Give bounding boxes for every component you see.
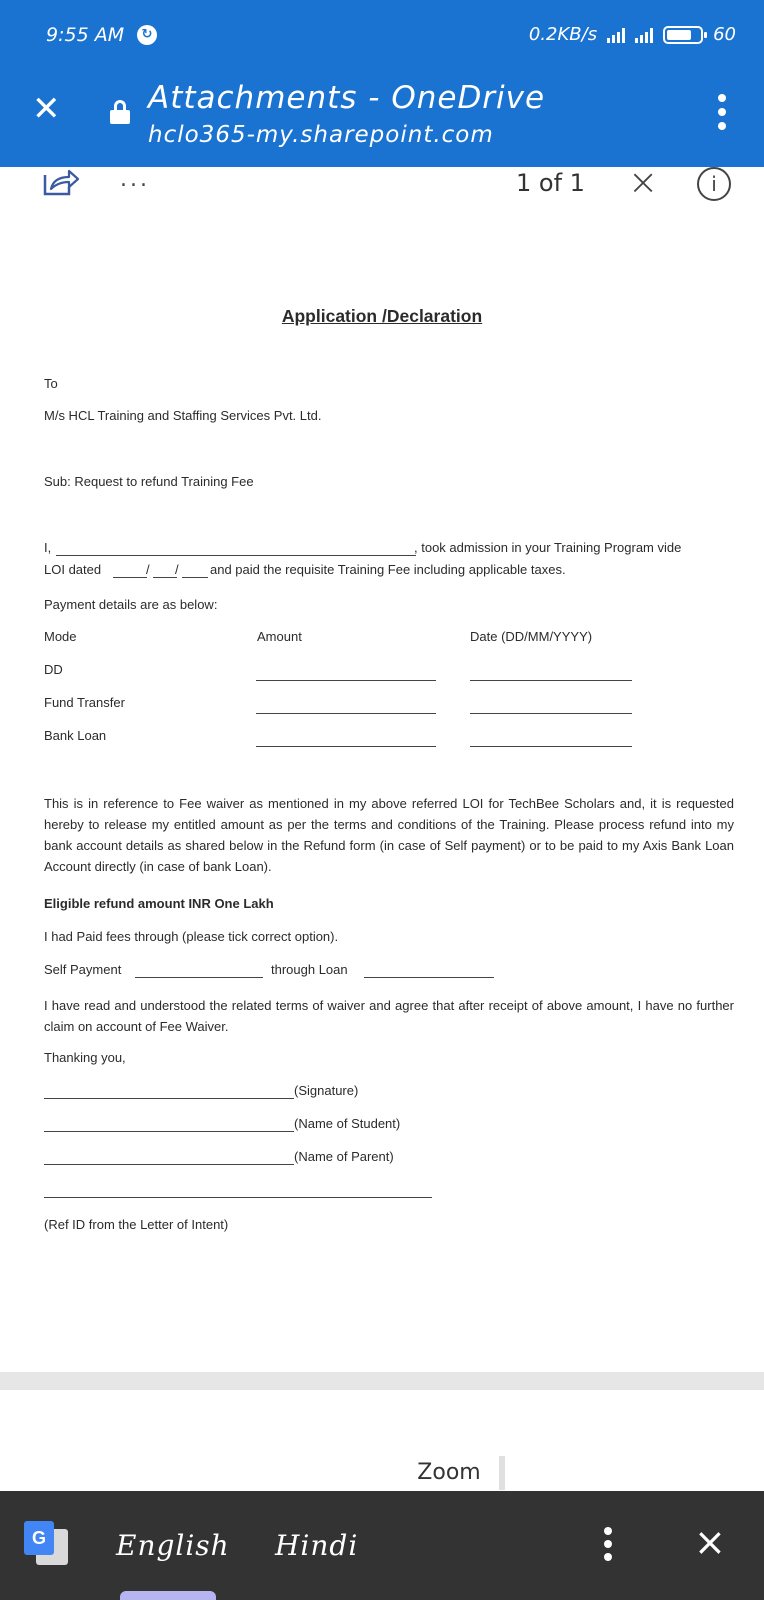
browser-header bbox=[0, 0, 764, 167]
signature-label: (Signature) bbox=[294, 1083, 359, 1098]
loan-date-blank bbox=[470, 746, 632, 747]
document-title: Application /Declaration bbox=[281, 306, 483, 326]
status-time: 9:55 AM bbox=[46, 24, 125, 46]
overflow-menu-icon[interactable] bbox=[718, 94, 728, 130]
through-loan-label: through Loan bbox=[271, 962, 348, 977]
payment-row-dd: DD bbox=[44, 662, 63, 677]
share-icon[interactable] bbox=[42, 167, 80, 197]
signal-icon-2 bbox=[635, 27, 653, 43]
payment-row-bank-loan: Bank Loan bbox=[44, 728, 107, 743]
intro-rest: , took admission in your Training Program vide bbox=[414, 540, 682, 555]
parent-name-label: (Name of Parent) bbox=[294, 1149, 394, 1164]
battery-icon bbox=[663, 26, 703, 44]
fund-date-blank bbox=[470, 713, 632, 714]
lock-icon bbox=[110, 100, 130, 124]
page-url[interactable]: hclo365-my.sharepoint.com bbox=[148, 122, 494, 148]
dd-amount-blank bbox=[256, 680, 436, 681]
translate-bar bbox=[0, 1491, 764, 1600]
info-icon[interactable]: i bbox=[697, 167, 731, 201]
signature-blank bbox=[44, 1098, 294, 1099]
signal-icon bbox=[607, 27, 625, 43]
reference-paragraph: This is in reference to Fee waiver as mentioned in my above referred LOI for TechBee Scholars and, it is requested hereby to release my entitled amount as per the terms and conditions of the Training. Please process refund into my bank account details as shared below in the Refund form (in case of Self payment) or to be paid to my Axis Bank Loan Account directly (in case of bank Loan). bbox=[44, 796, 734, 874]
header-date: Date (DD/MM/YYYY) bbox=[470, 629, 593, 644]
page-separator bbox=[0, 1372, 764, 1390]
header-mode: Mode bbox=[44, 629, 77, 644]
parent-name-blank bbox=[44, 1164, 294, 1165]
translate-close-icon[interactable]: × bbox=[694, 1520, 726, 1564]
payment-row-fund-transfer: Fund Transfer bbox=[44, 695, 125, 710]
subject-line: Sub: Request to refund Training Fee bbox=[44, 474, 254, 489]
payment-intro: Payment details are as below: bbox=[44, 597, 218, 612]
company-name: M/s HCL Training and Staffing Services Pvt. Ltd. bbox=[44, 408, 322, 423]
zoom-label[interactable]: Zoom bbox=[417, 1460, 481, 1485]
gesture-handle bbox=[120, 1591, 216, 1600]
to-label: To bbox=[44, 376, 58, 391]
thanking-you: Thanking you, bbox=[44, 1050, 126, 1065]
paid-through-label: I had Paid fees through (please tick correct option). bbox=[44, 929, 339, 944]
loi-rest: and paid the requisite Training Fee including applicable taxes. bbox=[210, 562, 566, 577]
close-icon[interactable]: ✕ bbox=[32, 89, 61, 129]
viewer-toolbar bbox=[0, 162, 764, 209]
loi-slash-1: / bbox=[146, 562, 150, 577]
agreement-paragraph: I have read and understood the related terms of waiver and agree that after receipt of above amount, I have no further claim on account of Fee Waiver. bbox=[44, 998, 734, 1034]
battery-level: 60 bbox=[713, 24, 736, 45]
intro-i: I, bbox=[44, 540, 52, 555]
zoom-divider bbox=[499, 1456, 505, 1490]
status-bar bbox=[0, 0, 764, 70]
google-translate-icon[interactable] bbox=[24, 1521, 70, 1567]
page-title: Attachments - OneDrive bbox=[148, 80, 546, 116]
lang-hindi-tab[interactable]: Hindi bbox=[275, 1529, 359, 1562]
self-payment-blank bbox=[135, 977, 263, 978]
network-speed: 0.2KB/s bbox=[528, 24, 598, 45]
eligible-refund: Eligible refund amount INR One Lakh bbox=[44, 896, 274, 911]
loi-dated-label: LOI dated bbox=[44, 562, 102, 577]
fund-amount-blank bbox=[256, 713, 436, 714]
self-payment-label: Self Payment bbox=[44, 962, 122, 977]
close-viewer-icon[interactable]: × bbox=[628, 162, 659, 203]
loi-year-blank bbox=[182, 577, 208, 578]
student-name-label: (Name of Student) bbox=[294, 1116, 401, 1131]
status-indicators bbox=[529, 24, 736, 45]
loan-amount-blank bbox=[256, 746, 436, 747]
header-amount: Amount bbox=[257, 629, 302, 644]
google-translate-letter: G bbox=[24, 1521, 54, 1555]
loi-slash-2: / bbox=[175, 562, 179, 577]
through-loan-blank bbox=[364, 977, 494, 978]
ref-id-label: (Ref ID from the Letter of Intent) bbox=[44, 1217, 229, 1232]
document-page bbox=[0, 209, 764, 1369]
name-blank bbox=[56, 555, 416, 556]
ref-id-blank bbox=[44, 1197, 432, 1198]
more-options-button[interactable]: ... bbox=[120, 167, 150, 192]
student-name-blank bbox=[44, 1131, 294, 1132]
dd-date-blank bbox=[470, 680, 632, 681]
lang-english-tab[interactable]: English bbox=[116, 1529, 230, 1562]
sync-icon: ↻ bbox=[137, 25, 157, 45]
translate-menu-icon[interactable] bbox=[604, 1527, 614, 1561]
loi-month-blank bbox=[153, 577, 177, 578]
loi-day-blank bbox=[113, 577, 147, 578]
page-counter: 1 of 1 bbox=[516, 169, 585, 197]
